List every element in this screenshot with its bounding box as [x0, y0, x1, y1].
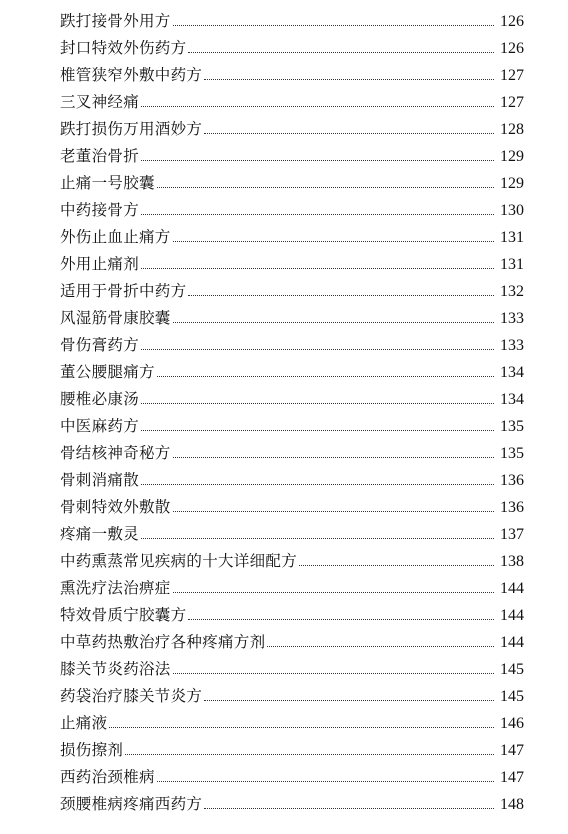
toc-entry-page-number: 134	[500, 391, 524, 408]
dot-leader	[267, 645, 494, 647]
toc-entry[interactable]	[60, 683, 524, 710]
dot-leader	[204, 78, 494, 80]
toc-entry-title: 特效骨质宁胶囊方	[60, 606, 187, 624]
toc-entry-title: 骨结核神奇秘方	[60, 444, 171, 462]
toc-entry[interactable]	[60, 305, 524, 332]
toc-entry[interactable]	[60, 332, 524, 359]
toc-entry[interactable]	[60, 764, 524, 791]
toc-entry-title: 膝关节炎药浴法	[60, 660, 171, 678]
dot-leader	[173, 672, 494, 674]
toc-entry[interactable]	[60, 386, 524, 413]
toc-entry[interactable]	[60, 440, 524, 467]
dot-leader	[204, 132, 494, 134]
toc-entry[interactable]	[60, 143, 524, 170]
dot-leader	[173, 240, 494, 242]
toc-entry-title: 外伤止血止痛方	[60, 228, 171, 246]
toc-entry[interactable]	[60, 224, 524, 251]
toc-entry-title: 三叉神经痛	[60, 93, 140, 111]
dot-leader	[173, 591, 494, 593]
toc-entry-title: 颈腰椎病疼痛西药方	[60, 795, 203, 813]
toc-entry-title: 熏洗疗法治痹症	[60, 579, 171, 597]
toc-entry-page-number: 127	[500, 94, 524, 111]
dot-leader	[141, 105, 494, 107]
dot-leader	[188, 51, 494, 53]
toc-entry[interactable]	[60, 521, 524, 548]
toc-entry-title: 跌打损伤万用酒妙方	[60, 120, 203, 138]
toc-entry-page-number: 144	[500, 580, 524, 597]
dot-leader	[141, 429, 494, 431]
toc-entry-page-number: 131	[500, 256, 524, 273]
toc-entry-page-number: 147	[500, 742, 524, 759]
toc-entry-page-number: 129	[500, 148, 524, 165]
dot-leader	[173, 510, 494, 512]
dot-leader	[141, 348, 494, 350]
toc-entry[interactable]	[60, 548, 524, 575]
dot-leader	[141, 402, 494, 404]
toc-entry[interactable]	[60, 602, 524, 629]
dot-leader	[141, 213, 494, 215]
toc-entry-title: 董公腰腿痛方	[60, 363, 155, 381]
toc-entry[interactable]	[60, 170, 524, 197]
toc-entry-title: 适用于骨折中药方	[60, 282, 187, 300]
toc-entry[interactable]	[60, 656, 524, 683]
toc-entry-title: 损伤擦剂	[60, 741, 124, 759]
toc-entry-page-number: 126	[500, 40, 524, 57]
dot-leader	[109, 726, 494, 728]
toc-entry-title: 外用止痛剂	[60, 255, 140, 273]
toc-entry[interactable]	[60, 251, 524, 278]
toc-entry-page-number: 148	[500, 796, 524, 813]
toc-entry-title: 西药治颈椎病	[60, 768, 155, 786]
dot-leader	[141, 267, 494, 269]
toc-entry[interactable]	[60, 737, 524, 764]
dot-leader	[299, 564, 494, 566]
toc-entry-page-number: 146	[500, 715, 524, 732]
dot-leader	[157, 375, 494, 377]
dot-leader	[157, 186, 494, 188]
toc-entry-page-number: 144	[500, 607, 524, 624]
toc-entry-title: 椎管狭窄外敷中药方	[60, 66, 203, 84]
toc-entry-title: 中草药热敷治疗各种疼痛方剂	[60, 633, 266, 651]
toc-entry[interactable]	[60, 413, 524, 440]
toc-entry-title: 跌打接骨外用方	[60, 12, 171, 30]
dot-leader	[204, 807, 494, 809]
toc-entry-title: 药袋治疗膝关节炎方	[60, 687, 203, 705]
toc-entry-page-number: 135	[500, 418, 524, 435]
toc-entry-page-number: 128	[500, 121, 524, 138]
toc-entry-title: 封口特效外伤药方	[60, 39, 187, 57]
toc-entry-title: 骨刺消痛散	[60, 471, 140, 489]
toc-entry-title: 止痛液	[60, 714, 108, 732]
toc-entry-page-number: 136	[500, 472, 524, 489]
toc-entry-page-number: 132	[500, 283, 524, 300]
toc-entry-title: 中医麻药方	[60, 417, 140, 435]
dot-leader	[141, 537, 494, 539]
dot-leader	[141, 159, 494, 161]
toc-entry-page-number: 144	[500, 634, 524, 651]
toc-entry-page-number: 135	[500, 445, 524, 462]
toc-entry[interactable]	[60, 8, 524, 35]
toc-entry-page-number: 138	[500, 553, 524, 570]
dot-leader	[125, 753, 494, 755]
toc-entry-page-number: 145	[500, 661, 524, 678]
toc-entry-page-number: 129	[500, 175, 524, 192]
dot-leader	[173, 321, 494, 323]
dot-leader	[188, 294, 494, 296]
dot-leader	[141, 483, 494, 485]
toc-entry[interactable]	[60, 278, 524, 305]
toc-entry[interactable]	[60, 791, 524, 818]
toc-entry[interactable]	[60, 710, 524, 737]
toc-entry[interactable]	[60, 629, 524, 656]
toc-entry-title: 腰椎必康汤	[60, 390, 140, 408]
toc-entry-page-number: 133	[500, 310, 524, 327]
toc-entry-page-number: 130	[500, 202, 524, 219]
toc-entry-title: 骨刺特效外敷散	[60, 498, 171, 516]
toc-entry-title: 疼痛一敷灵	[60, 525, 140, 543]
dot-leader	[188, 618, 494, 620]
toc-entry-title: 中药熏蒸常见疾病的十大详细配方	[60, 552, 298, 570]
toc-entry-page-number: 147	[500, 769, 524, 786]
toc-entry-page-number: 131	[500, 229, 524, 246]
toc-entry[interactable]	[60, 467, 524, 494]
dot-leader	[204, 699, 494, 701]
toc-entry-title: 老董治骨折	[60, 147, 140, 165]
toc-entry-title: 止痛一号胶囊	[60, 174, 155, 192]
toc-entry-title: 骨伤膏药方	[60, 336, 140, 354]
toc-entry-title: 中药接骨方	[60, 201, 140, 219]
toc-entry[interactable]	[60, 62, 524, 89]
dot-leader	[173, 24, 494, 26]
toc-entry-page-number: 127	[500, 67, 524, 84]
toc-entry-page-number: 145	[500, 688, 524, 705]
toc-entry[interactable]	[60, 197, 524, 224]
toc-entry[interactable]	[60, 575, 524, 602]
toc-entry[interactable]	[60, 494, 524, 521]
toc-entry-page-number: 136	[500, 499, 524, 516]
toc-entry[interactable]	[60, 359, 524, 386]
toc-entry-page-number: 126	[500, 13, 524, 30]
dot-leader	[157, 780, 494, 782]
dot-leader	[173, 456, 494, 458]
toc-entry-title: 风湿筋骨康胶囊	[60, 309, 171, 327]
toc-entry[interactable]	[60, 35, 524, 62]
table-of-contents	[60, 8, 524, 818]
toc-entry-page-number: 137	[500, 526, 524, 543]
toc-entry[interactable]	[60, 116, 524, 143]
toc-entry-page-number: 133	[500, 337, 524, 354]
toc-entry-page-number: 134	[500, 364, 524, 381]
toc-entry[interactable]	[60, 89, 524, 116]
